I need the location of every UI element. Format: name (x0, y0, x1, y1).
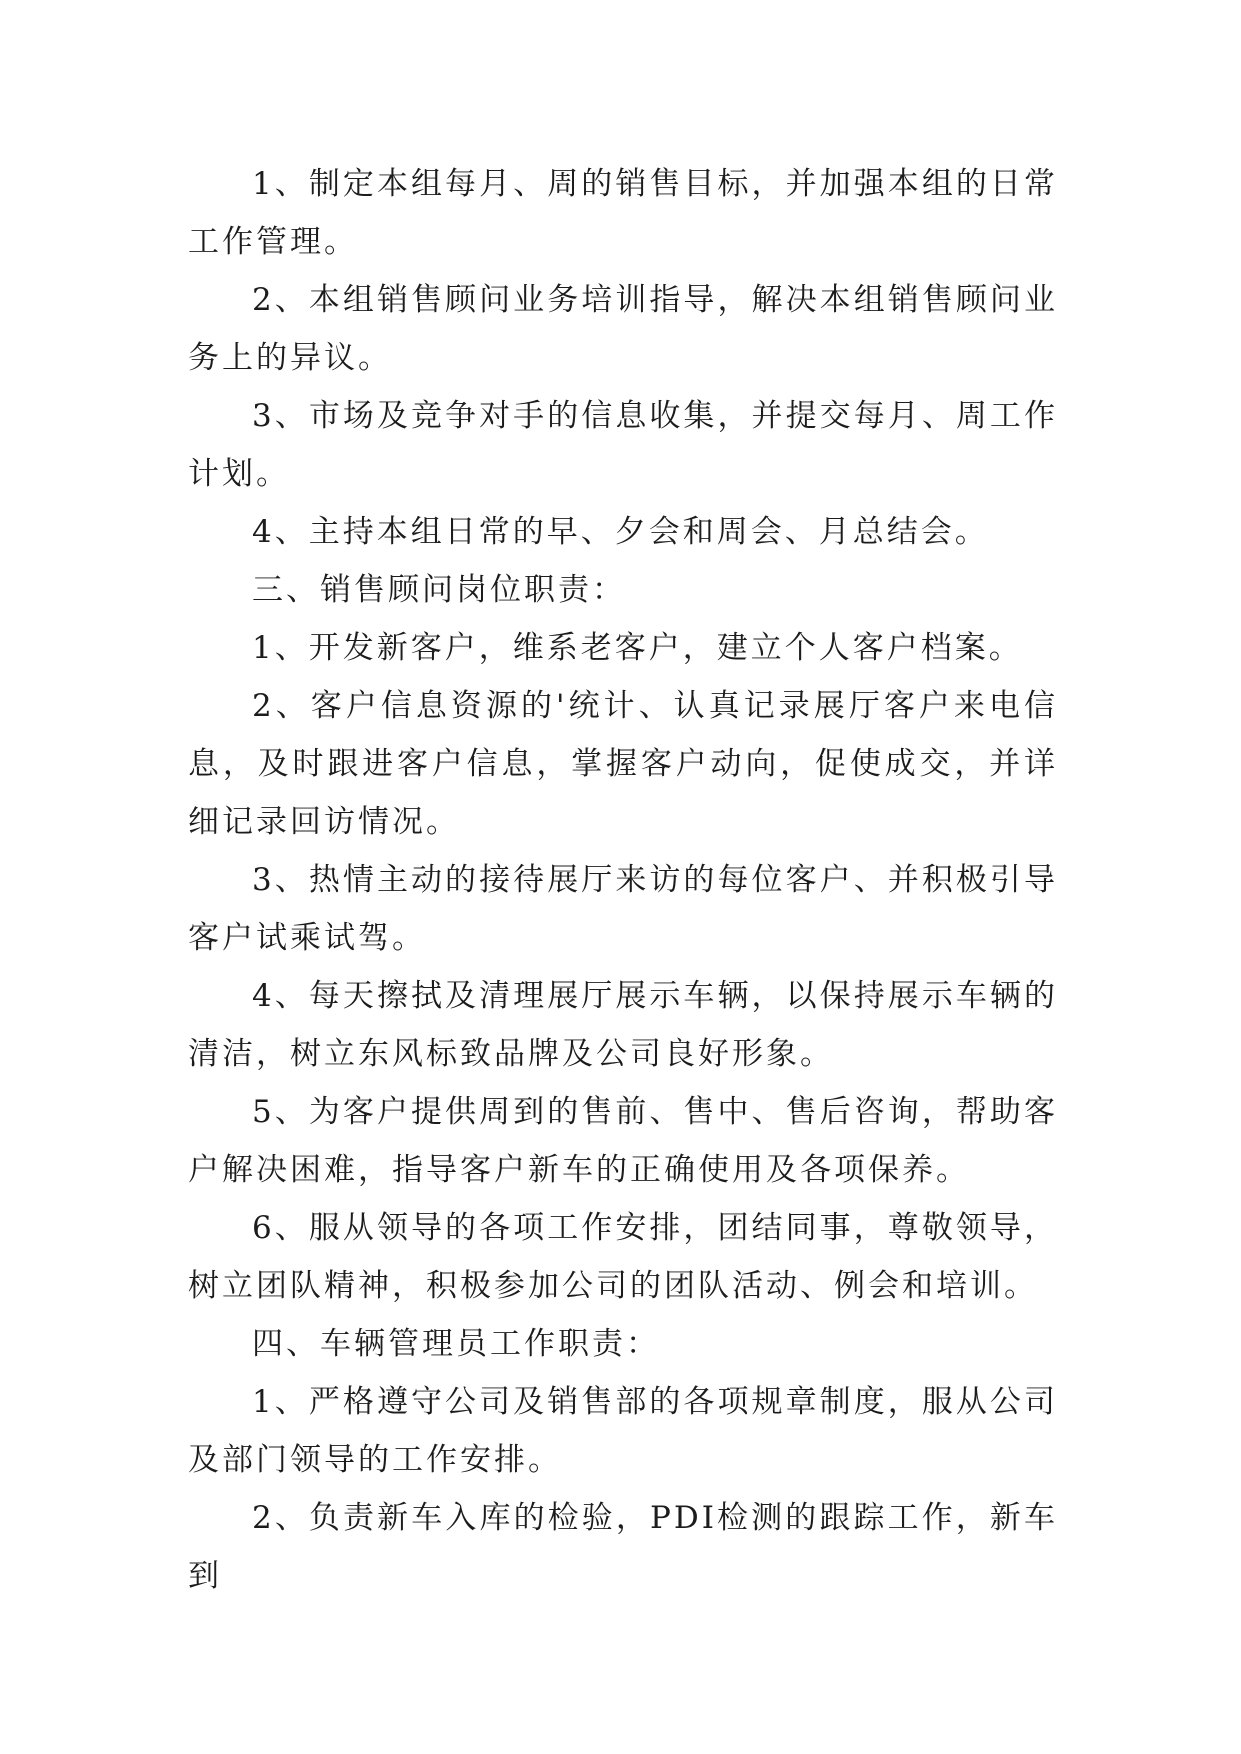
paragraph: 2、本组销售顾问业务培训指导，解决本组销售顾问业务上的异议。 (188, 282, 1058, 376)
paragraph: 4、每天擦拭及清理展厅展示车辆，以保持展示车辆的清洁，树立东风标致品牌及公司良好形象。 (188, 978, 1058, 1072)
paragraph: 1、制定本组每月、周的销售目标，并加强本组的日常工作管理。 (188, 166, 1058, 260)
paragraph: 3、市场及竞争对手的信息收集，并提交每月、周工作计划。 (188, 398, 1058, 492)
document-body (188, 155, 1058, 1605)
paragraph: 5、为客户提供周到的售前、售中、售后咨询，帮助客户解决困难，指导客户新车的正确使用及各项保养。 (188, 1094, 1058, 1188)
paragraph: 2、负责新车入库的检验，PDI检测的跟踪工作，新车到 (188, 1500, 1058, 1594)
paragraph: 2、客户信息资源的'统计、认真记录展厅客户来电信息，及时跟进客户信息，掌握客户动向，促使成交，并详细记录回访情况。 (188, 688, 1058, 840)
paragraph: 4、主持本组日常的早、夕会和周会、月总结会。 (252, 514, 989, 550)
section-heading: 三、销售顾问岗位职责： (252, 572, 626, 608)
paragraph: 3、热情主动的接待展厅来访的每位客户、并积极引导客户试乘试驾。 (188, 862, 1058, 956)
paragraph: 6、服从领导的各项工作安排，团结同事，尊敬领导，树立团队精神，积极参加公司的团队活动、例会和培训。 (188, 1210, 1058, 1304)
paragraph: 1、开发新客户，维系老客户，建立个人客户档案。 (252, 630, 1023, 666)
section-heading: 四、车辆管理员工作职责： (252, 1326, 660, 1362)
paragraph: 1、严格遵守公司及销售部的各项规章制度，服从公司及部门领导的工作安排。 (188, 1384, 1058, 1478)
